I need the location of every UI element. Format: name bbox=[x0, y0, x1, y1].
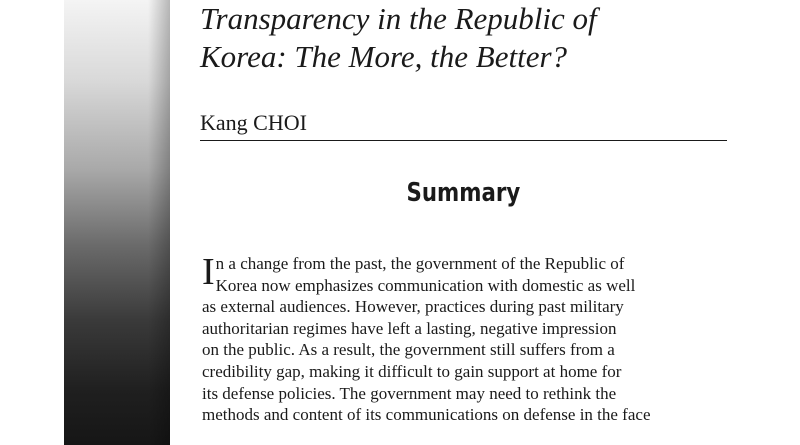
body-line: Korea now emphasizes communication with domestic as well bbox=[215, 275, 636, 295]
decorative-gradient-bar bbox=[64, 0, 170, 445]
body-line: its defense policies. The government may need to rethink the bbox=[202, 383, 617, 403]
title-line-1: Transparency in the Republic of bbox=[200, 1, 597, 36]
title-divider bbox=[200, 140, 727, 141]
document-title bbox=[200, 0, 760, 76]
body-line: methods and content of its communications on defense in the face bbox=[202, 405, 651, 425]
drop-cap-letter: I bbox=[202, 251, 215, 293]
summary-heading: Summary bbox=[406, 178, 521, 208]
summary-body bbox=[202, 253, 702, 426]
body-line: n a change from the past, the government of the Republic of bbox=[215, 254, 625, 273]
body-line: authoritarian regimes have left a lasting, negative impression bbox=[202, 318, 617, 338]
title-line-2: Korea: The More, the Better? bbox=[200, 39, 568, 74]
body-line: on the public. As a result, the government still suffers from a bbox=[202, 340, 615, 360]
body-line: credibility gap, making it difficult to gain support at home for bbox=[202, 361, 622, 381]
body-line: as external audiences. However, practices during past military bbox=[202, 297, 624, 317]
author-name: Kang CHOI bbox=[200, 110, 307, 135]
